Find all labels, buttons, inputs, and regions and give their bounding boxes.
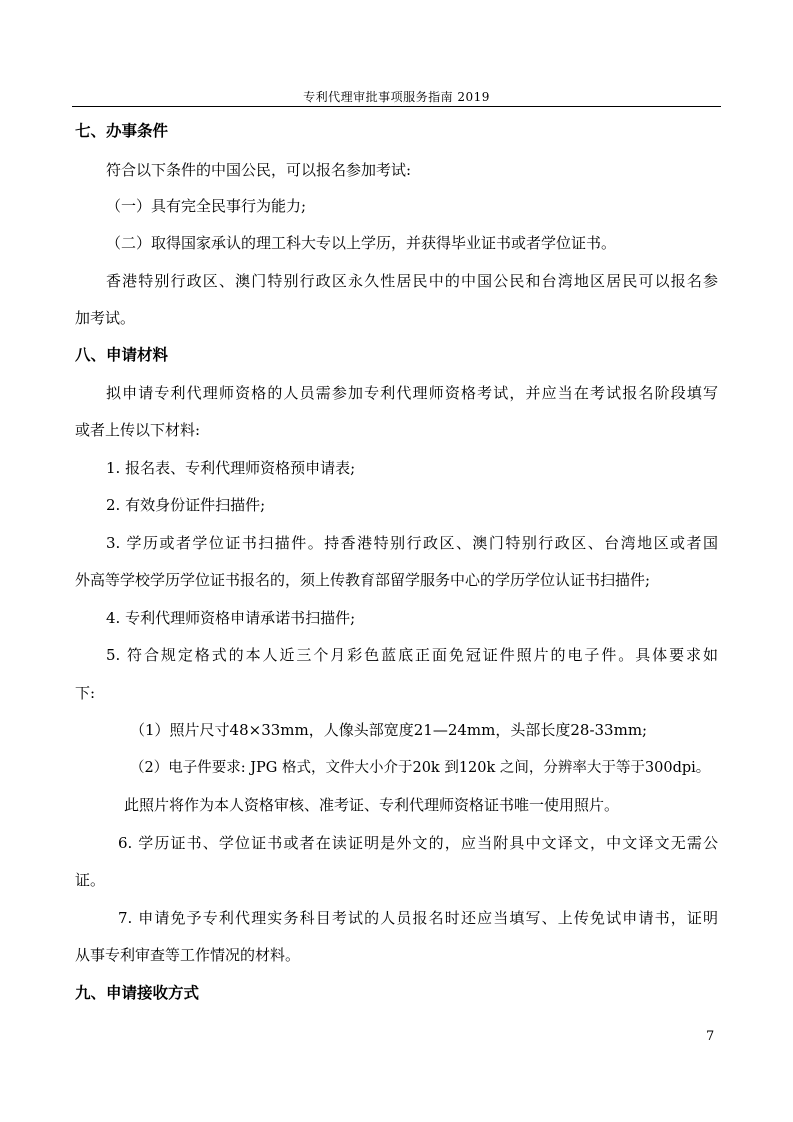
section-7-intro: 符合以下条件的中国公民，可以报名参加考试: bbox=[106, 161, 412, 179]
page-number: 7 bbox=[706, 1029, 715, 1044]
section-7-condition-1: （一）具有完全民事行为能力; bbox=[106, 197, 307, 215]
photo-requirement-2: （2）电子件要求: JPG 格式，文件大小介于20k 到120k 之间，分辨率大于等于300dpi。 bbox=[130, 760, 711, 776]
photo-usage-note: 此照片将作为本人资格审核、准考证、专利代理师资格证书唯一使用照片。 bbox=[124, 796, 620, 814]
section-9-heading: 九、申请接收方式 bbox=[75, 984, 200, 1002]
section-7-condition-2: （二）取得国家承认的理工科大专以上学历，并获得毕业证书或者学位证书。 bbox=[106, 234, 617, 252]
section-7-note-line-1: 香港特别行政区、澳门特别行政区永久性居民中的中国公民和台湾地区居民可以报名参 bbox=[106, 272, 718, 290]
header-rule bbox=[72, 106, 721, 107]
page-header: 专利代理审批事项服务指南 2019 bbox=[303, 90, 490, 104]
material-item-5-line-1: 5. 符合规定格式的本人近三个月彩色蓝底正面免冠证件照片的电子件。具体要求如 bbox=[106, 646, 718, 664]
section-8-intro-line-2: 或者上传以下材料: bbox=[75, 421, 201, 439]
material-item-7-line-1: 7. 申请免予专利代理实务科目考试的人员报名时还应当填写、上传免试申请书，证明 bbox=[118, 909, 718, 927]
material-item-1: 1. 报名表、专利代理师资格预申请表; bbox=[106, 459, 356, 477]
material-item-3-line-2: 外高等学校学历学位证书报名的，须上传教育部留学服务中心的学历学位认证书扫描件; bbox=[75, 571, 651, 589]
section-7-heading: 七、办事条件 bbox=[75, 122, 169, 140]
material-item-7-line-2: 从事专利审查等工作情况的材料。 bbox=[75, 946, 301, 964]
material-item-6-line-1: 6. 学历证书、学位证书或者在读证明是外文的，应当附具中文译文，中文译文无需公 bbox=[118, 834, 718, 852]
section-8-heading: 八、申请材料 bbox=[75, 346, 169, 364]
material-item-5-line-2: 下: bbox=[75, 684, 96, 702]
material-item-6-line-2: 证。 bbox=[75, 871, 106, 889]
material-item-3-line-1: 3. 学历或者学位证书扫描件。持香港特别行政区、澳门特别行政区、台湾地区或者国 bbox=[106, 534, 718, 552]
section-7-note-line-2: 加考试。 bbox=[75, 309, 136, 327]
material-item-2: 2. 有效身份证件扫描件; bbox=[106, 496, 266, 514]
photo-requirement-1: （1）照片尺寸48×33mm，人像头部宽度21—24mm，头部长度28-33mm; bbox=[130, 721, 648, 739]
material-item-4: 4. 专利代理师资格申请承诺书扫描件; bbox=[106, 609, 356, 627]
section-8-intro-line-1: 拟申请专利代理师资格的人员需参加专利代理师资格考试，并应当在考试报名阶段填写 bbox=[106, 384, 718, 402]
